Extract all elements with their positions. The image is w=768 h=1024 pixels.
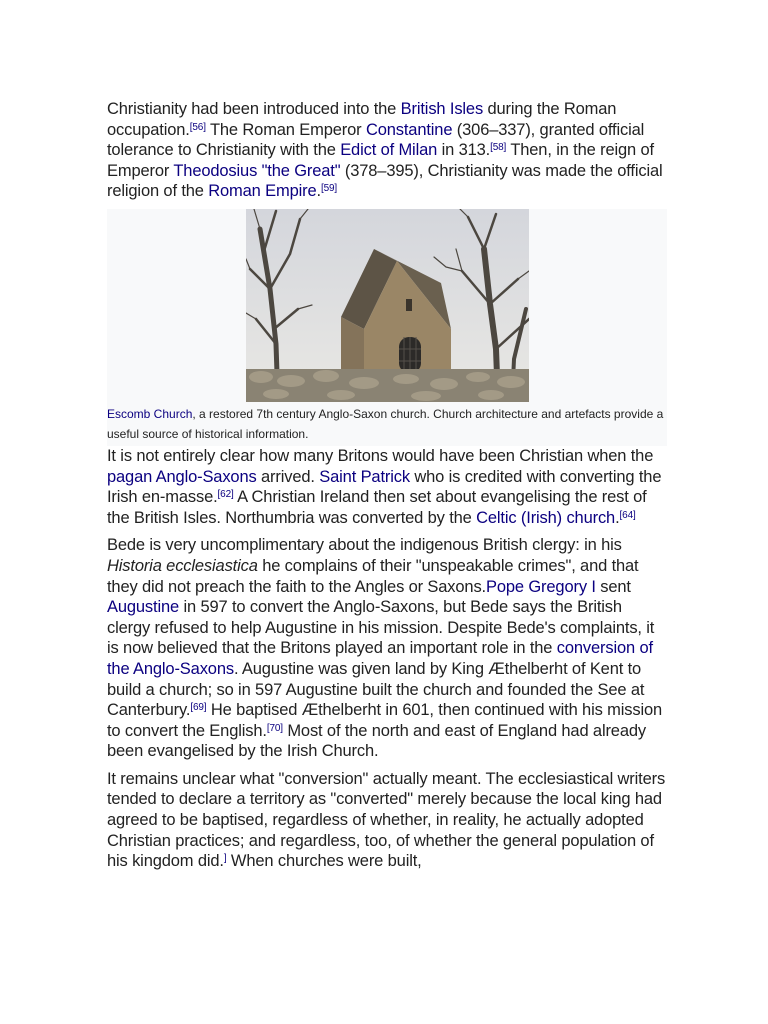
- citation-link[interactable]: [64]: [619, 509, 636, 521]
- text: Bede is very uncomplimentary about the indigenous British clergy: in his: [107, 536, 622, 555]
- link-roman-empire[interactable]: Roman Empire: [208, 182, 317, 201]
- citation-70[interactable]: [267, 723, 283, 734]
- citation-69[interactable]: [190, 702, 206, 713]
- link-theodosius[interactable]: Theodosius "the Great": [173, 161, 341, 180]
- caption-link-escomb-church[interactable]: Escomb Church: [107, 406, 193, 421]
- figure-escomb-church: [107, 209, 667, 446]
- citation-62[interactable]: [218, 489, 234, 500]
- link-edict-of-milan[interactable]: Edict of Milan: [340, 141, 438, 160]
- text: Christianity had been introduced into the: [107, 100, 401, 118]
- paragraph-conversion-meaning: [107, 769, 667, 872]
- text: who is credited with converting the Irish en-masse.: [107, 467, 662, 507]
- citation-56[interactable]: [190, 122, 206, 133]
- text: in 313.: [437, 141, 491, 160]
- link-augustine[interactable]: Augustine: [107, 598, 180, 617]
- text: It is not entirely clear how many Britons would have been Christian when the: [107, 446, 654, 465]
- citation-link[interactable]: [56]: [189, 121, 206, 133]
- text: It remains unclear what "conversion" actually meant. The ecclesiastical writers tended to declare a territory as "converted" merely because the local king had agreed to be baptised, regardless of whether, in reality, he actually adopted Christian practices; and regardless, too, of whether the general population of his kingdom did.: [107, 769, 666, 871]
- link-conversion-anglo-saxons[interactable]: conversion of the Anglo-Saxons: [107, 639, 653, 678]
- citation-link[interactable]: [59]: [320, 183, 338, 195]
- text: The Roman Emperor: [205, 120, 366, 139]
- link-constantine[interactable]: Constantine: [365, 120, 453, 139]
- article-body: [107, 99, 667, 872]
- text: (306–337), granted official tolerance to Christianity with the: [107, 120, 645, 160]
- text: (378–395), Christianity was made the official religion of the: [107, 161, 663, 201]
- citation-64[interactable]: [620, 510, 636, 521]
- citation-link[interactable]: [70]: [266, 722, 283, 734]
- citation-link[interactable]: [69]: [190, 702, 207, 714]
- text: . Augustine was given land by King Æthelberht of Kent to build a church; so in 597 Augustine built the church and founded the See at Canterbury.: [107, 659, 645, 720]
- text: He baptised Æthelberht in 601, then continued with his mission to convert the English.: [107, 701, 663, 740]
- text: Most of the north and east of England had already been evangelised by the Irish Church.: [107, 721, 646, 761]
- text: .: [615, 508, 620, 527]
- church-photo[interactable]: [246, 209, 529, 402]
- text: he complains of their "unspeakable crimes", and that they did not preach the faith to the Angles or Saxons.: [107, 556, 639, 596]
- text: A Christian Ireland then set about evangelising the rest of the British Isles. Northumbria was converted by the: [107, 488, 647, 527]
- text: Then, in the reign of Emperor: [107, 141, 654, 180]
- paragraph-roman-occupation: [107, 99, 667, 202]
- citation-58[interactable]: [490, 142, 506, 153]
- link-british-isles[interactable]: British Isles: [400, 100, 484, 118]
- text: sent: [595, 577, 631, 596]
- citation-link[interactable]: [62]: [217, 489, 234, 501]
- link-pope-gregory[interactable]: Pope Gregory I: [486, 577, 596, 596]
- link-pagan-anglo-saxons[interactable]: pagan Anglo-Saxons: [107, 467, 257, 486]
- link-celtic-church[interactable]: Celtic (Irish) church: [476, 508, 616, 527]
- text: during the Roman occupation.: [107, 100, 617, 139]
- text: When churches were built,: [226, 852, 422, 871]
- text: arrived.: [256, 467, 320, 486]
- caption-text: , a restored 7th century Anglo-Saxon church. Church architecture and artefacts provide a useful source of historical information.: [107, 406, 664, 441]
- citation-link[interactable]: ]: [223, 853, 227, 865]
- italic-title: Historia ecclesiastica: [107, 556, 258, 575]
- citation-link[interactable]: [58]: [490, 142, 507, 154]
- paragraph-bede: [107, 535, 667, 762]
- citation-59[interactable]: [321, 183, 337, 194]
- figure-caption: [107, 402, 667, 444]
- paragraph-britons: [107, 446, 667, 528]
- link-saint-patrick[interactable]: Saint Patrick: [319, 467, 410, 486]
- text: .: [316, 182, 321, 201]
- text: in 597 to convert the Anglo-Saxons, but Bede says the British clergy refused to help Augustine in his mission. Despite Bede's complaints, it is now believed that the Britons played an important role in the: [107, 598, 655, 658]
